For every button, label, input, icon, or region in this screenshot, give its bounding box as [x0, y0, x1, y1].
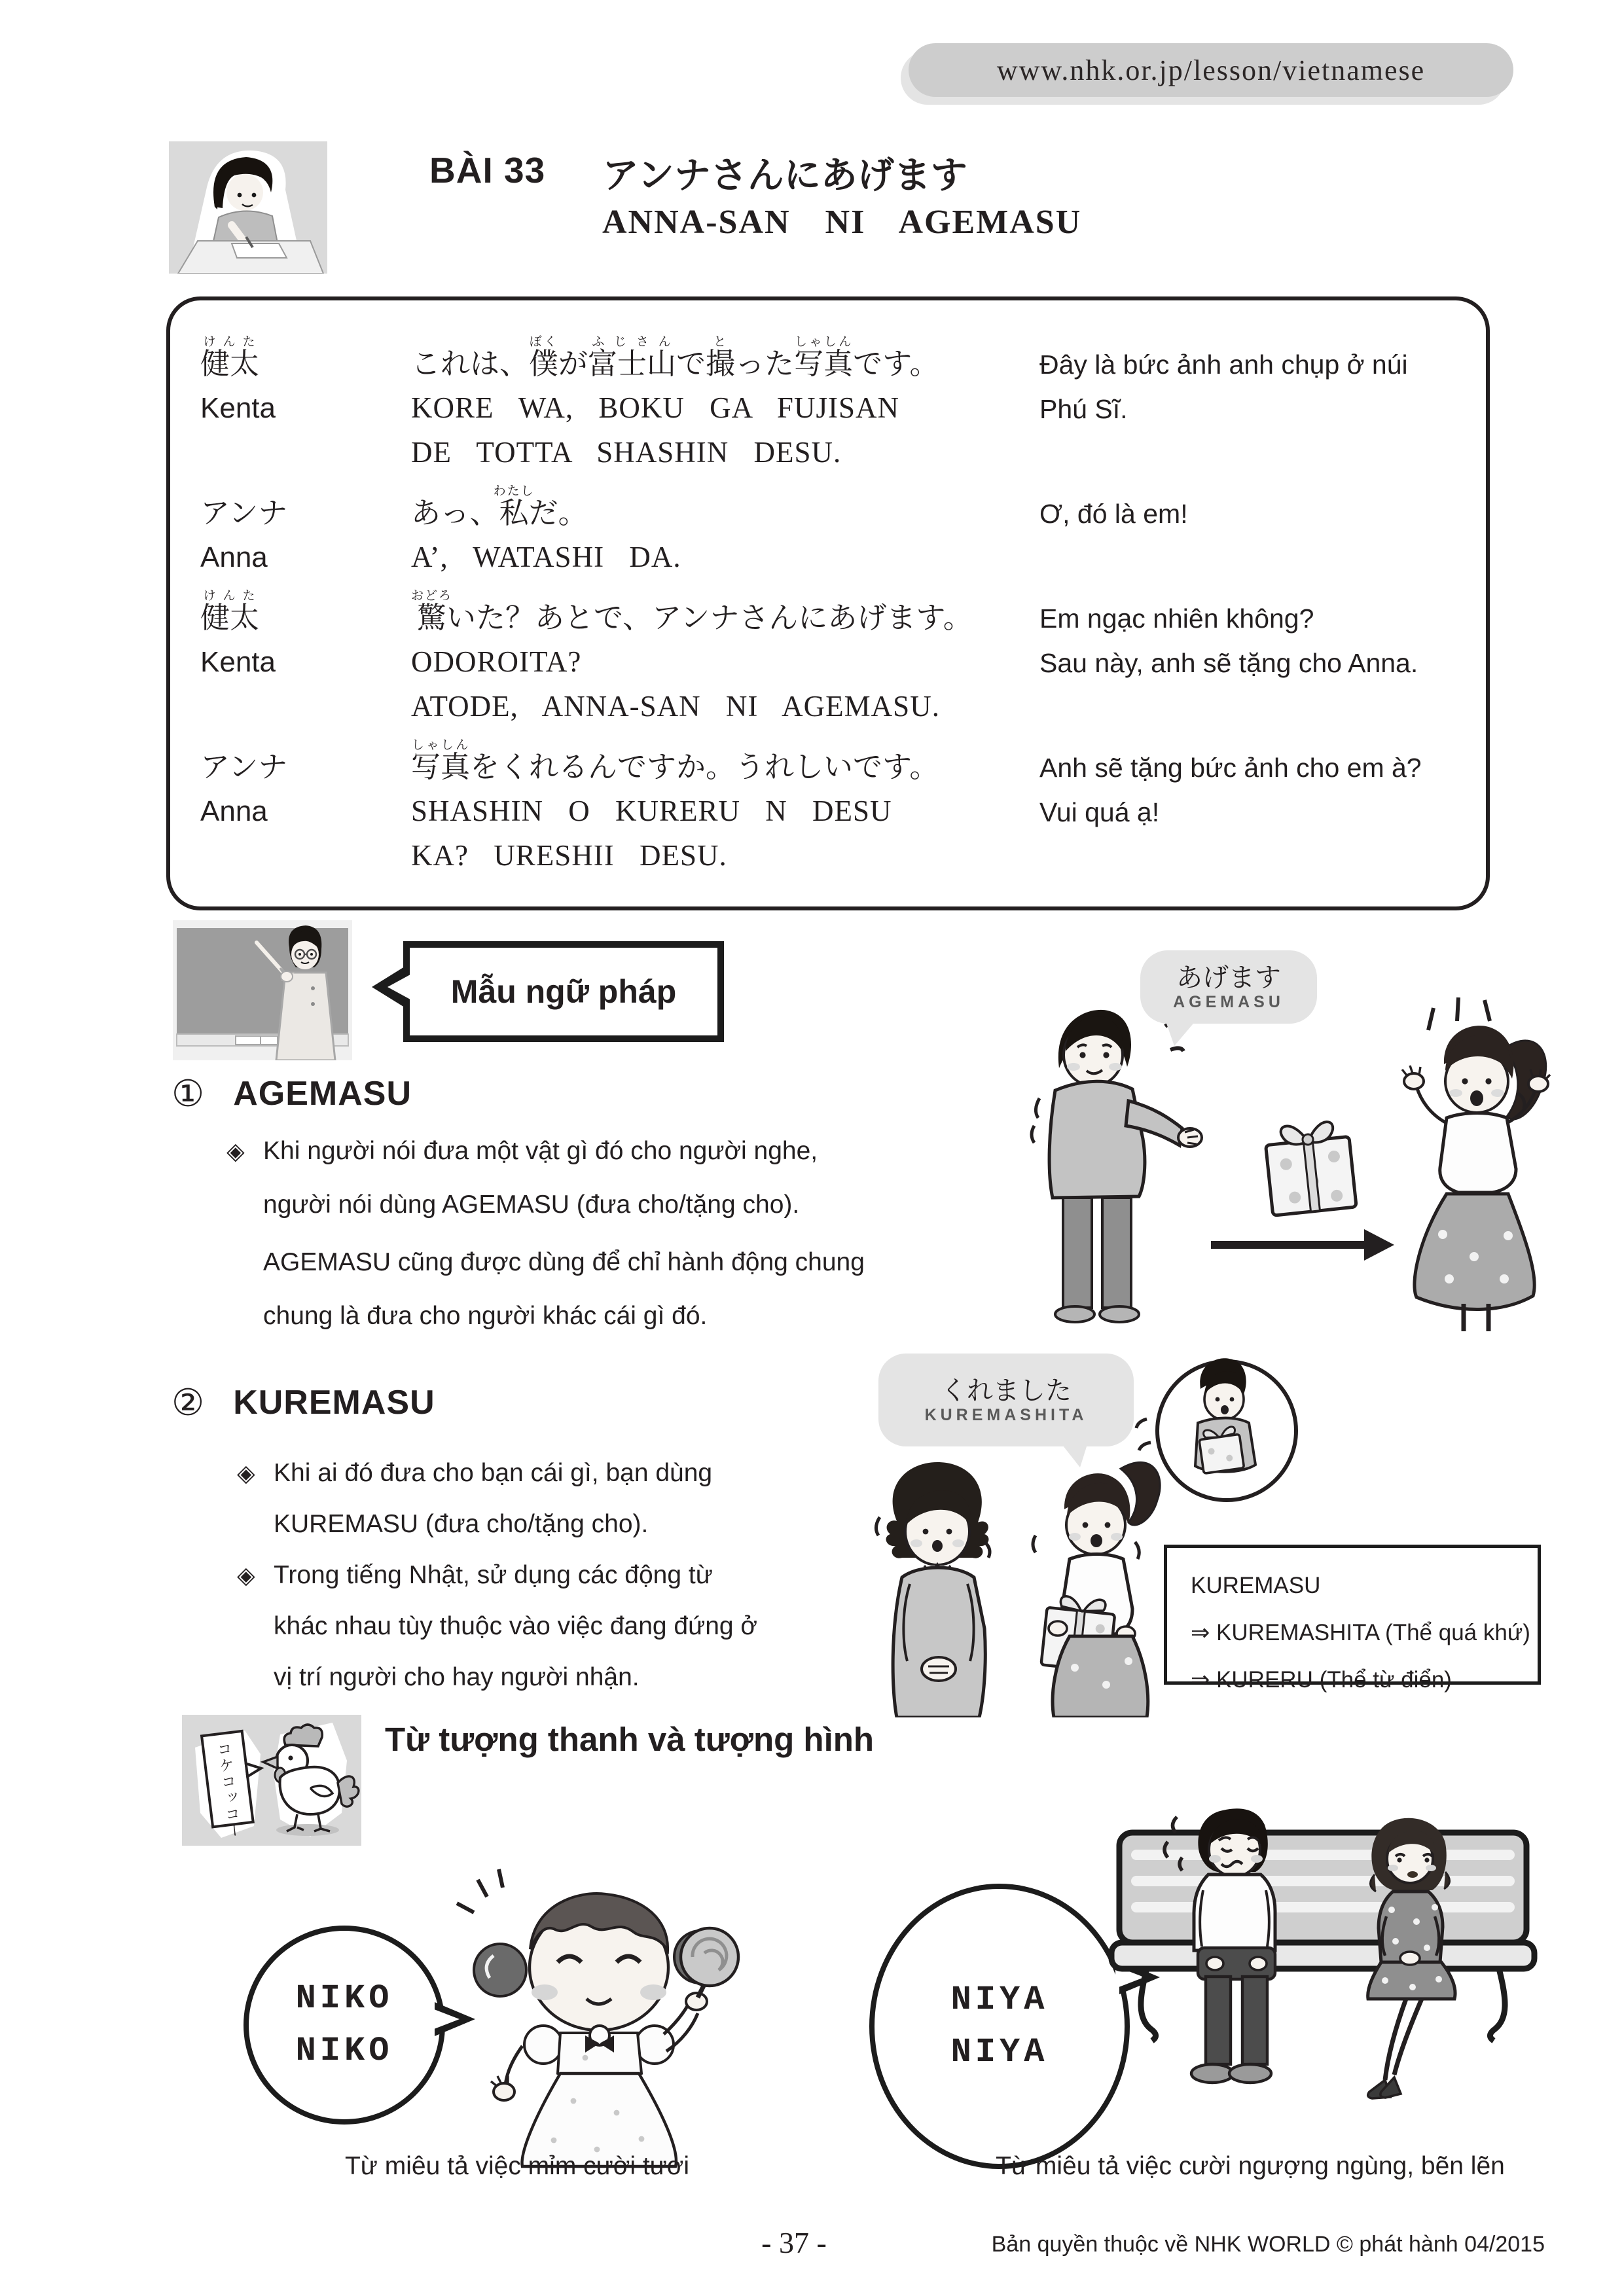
dialogue-line-jp: これは、僕ぼくが富士山ふじさんで撮とった写真しゃしんです。 [411, 334, 939, 380]
speaker-name-en: Kenta [200, 391, 276, 424]
dialogue-row [200, 383, 1464, 427]
niko-line: NIKO [295, 2032, 393, 2070]
lesson-number: BÀI 33 [429, 150, 546, 190]
bullet-line: KUREMASU (đưa cho/tặng cho). [274, 1510, 649, 1538]
niya-niya-bubble [869, 1884, 1130, 2169]
bullet-line: Trong tiếng Nhật, sử dụng các động từ [274, 1561, 713, 1589]
grammar-section-title: Mẫu ngữ pháp [450, 973, 677, 1010]
agemasu-bubble-romaji: AGEMASU [1173, 992, 1284, 1011]
dialogue-row [200, 323, 1464, 383]
bench-couple-image [1100, 1799, 1558, 2165]
dialogue-row [200, 786, 1464, 831]
speaker-name-jp: 健太けんた [200, 588, 260, 634]
kuremasu-bullet-2 [237, 1550, 931, 1703]
speaker-name-en: Anna [200, 795, 268, 827]
dialogue-line-romaji: ODOROITA? [411, 645, 582, 678]
agemasu-bullet-1 [226, 1124, 966, 1232]
dialogue-line-jp: あっ、私わたしだ。 [411, 484, 588, 529]
teacher-blackboard-illustration [173, 920, 352, 1060]
niko-line: NIKO [295, 1979, 393, 2018]
kuremasu-bullet-1 [237, 1448, 931, 1550]
bullet-line: khác nhau tùy thuộc vào việc đang đứng ở [274, 1612, 758, 1640]
kuremasu-box-line: ⇒ KUREMASHITA (Thể quá khứ) [1191, 1620, 1530, 1645]
kuremasu-forms-box [1164, 1545, 1541, 1693]
writing-girl-illustration [169, 141, 327, 274]
teacher-image [173, 920, 352, 1060]
dialogue-line-vi: Anh sẽ tặng bức ảnh cho em à? [1039, 752, 1422, 783]
site-url[interactable]: www.nhk.or.jp/lesson/vietnamese [996, 54, 1426, 86]
dialogue-box [166, 296, 1490, 910]
chicken-image [182, 1715, 361, 1846]
kuremasu-box-line: ⇒ KURERU (Thể từ điển) [1191, 1667, 1452, 1693]
bullet-line: người nói dùng AGEMASU (đưa cho/tặng cho). [263, 1191, 800, 1219]
dialogue-line-vi: Sau này, anh sẽ tặng cho Anna. [1039, 647, 1418, 678]
page-number: - 37 - [761, 2226, 827, 2259]
dialogue-row [200, 637, 1464, 681]
speaker-name-jp: アンナ [200, 495, 288, 529]
dialogue-line-romaji: ATODE, ANNA-SAN NI AGEMASU. [411, 689, 940, 723]
dialogue-row [200, 472, 1464, 532]
smiling-girl-image [445, 1857, 753, 2185]
dialogue-row [200, 577, 1464, 637]
section-title: KUREMASU [233, 1384, 435, 1422]
lesson-title-japanese: アンナさんにあげます [602, 154, 967, 196]
bench-couple-illustration [1100, 1799, 1558, 2165]
niko-niko-bubble [244, 1926, 445, 2125]
niya-line: NIYA [950, 1981, 1049, 2019]
speaker-name-jp: アンナ [200, 749, 288, 783]
section-heading-kuremasu [171, 1381, 435, 1424]
dialogue-line-vi: Vui quá ạ! [1039, 797, 1160, 827]
site-url-pill [909, 43, 1513, 97]
kuremashita-bubble-romaji: KUREMASHITA [924, 1405, 1088, 1424]
dialogue-line-romaji: SHASHIN O KURERU N DESU [411, 794, 892, 827]
kuremashita-bubble-jp: くれました [941, 1376, 1072, 1405]
bullet-line: Khi người nói đưa một vật gì đó cho người nghe, [263, 1137, 818, 1165]
dialogue-line-vi: Em ngạc nhiên không? [1039, 603, 1314, 634]
dialogue-row [200, 831, 1464, 875]
smiling-girl-illustration [445, 1857, 753, 2185]
speaker-name-jp: 健太けんた [200, 334, 260, 380]
dialogue-row [200, 427, 1464, 472]
section-number: ② [171, 1382, 205, 1423]
onomatopoeia-heading: Từ tượng thanh và tượng hình [385, 1721, 875, 1758]
niya-line: NIYA [950, 2033, 1049, 2072]
speaker-name-en: Kenta [200, 645, 276, 678]
dialogue-line-romaji: DE TOTTA SHASHIN DESU. [411, 435, 842, 469]
speaker-name-en: Anna [200, 541, 268, 573]
dialogue-line-romaji: KA? URESHII DESU. [411, 838, 727, 872]
kuremashita-speech-bubble [878, 1354, 1134, 1446]
dialogue-row [200, 726, 1464, 786]
dialogue-line-vi: Phú Sĩ. [1039, 393, 1128, 424]
section-title: AGEMASU [233, 1075, 412, 1113]
chicken-cry-text: コケコッコー [214, 1740, 244, 1840]
bullet-line: AGEMASU cũng được dùng để chỉ hành động chung [263, 1248, 865, 1276]
grammar-section-bubble [403, 941, 724, 1042]
diamond-bullet-icon: ◈ [237, 1460, 255, 1486]
lesson-title-romaji: ANNA-SAN NI AGEMASU [602, 204, 1082, 241]
dialogue-line-jp: 驚おどろいた？あとで、アンナさんにあげます。 [411, 588, 973, 634]
diamond-bullet-icon: ◈ [237, 1562, 255, 1588]
bullet-line: vị trí người cho hay người nhận. [274, 1663, 640, 1691]
dialogue-row [200, 681, 1464, 726]
chicken-illustration [182, 1715, 361, 1846]
dialogue-row [200, 532, 1464, 577]
dialogue-line-vi: Ơ, đó là em! [1039, 498, 1188, 529]
bullet-line: chung là đưa cho người khác cái gì đó. [263, 1302, 708, 1330]
dialogue-line-romaji: A’, WATASHI DA. [411, 540, 681, 573]
dialogue-line-romaji: KORE WA, BOKU GA FUJISAN [411, 391, 899, 424]
section-number: ① [171, 1073, 205, 1114]
dialogue-line-vi: Đây là bức ảnh anh chụp ở núi [1039, 349, 1408, 380]
niko-caption: Từ miêu tả việc mỉm cười tươi [344, 2152, 690, 2180]
agemasu-speech-bubble [1140, 950, 1317, 1024]
copyright-notice: Bản quyền thuộc về NHK WORLD © phát hành 04/2015 [991, 2232, 1545, 2257]
dialogue-line-jp: 写真しゃしんをくれるんですか。うれしいです。 [411, 738, 939, 783]
writing-girl-image [169, 141, 327, 274]
kuremasu-box-title: KUREMASU [1191, 1573, 1321, 1598]
agemasu-bubble-jp: あげます [1176, 963, 1281, 992]
diamond-bullet-icon: ◈ [226, 1138, 245, 1164]
niya-caption: Từ miêu tả việc cười ngượng ngùng, bẽn lẽn [996, 2152, 1505, 2180]
section-heading-agemasu [171, 1072, 412, 1115]
bullet-line: Khi ai đó đưa cho bạn cái gì, bạn dùng [274, 1459, 713, 1487]
